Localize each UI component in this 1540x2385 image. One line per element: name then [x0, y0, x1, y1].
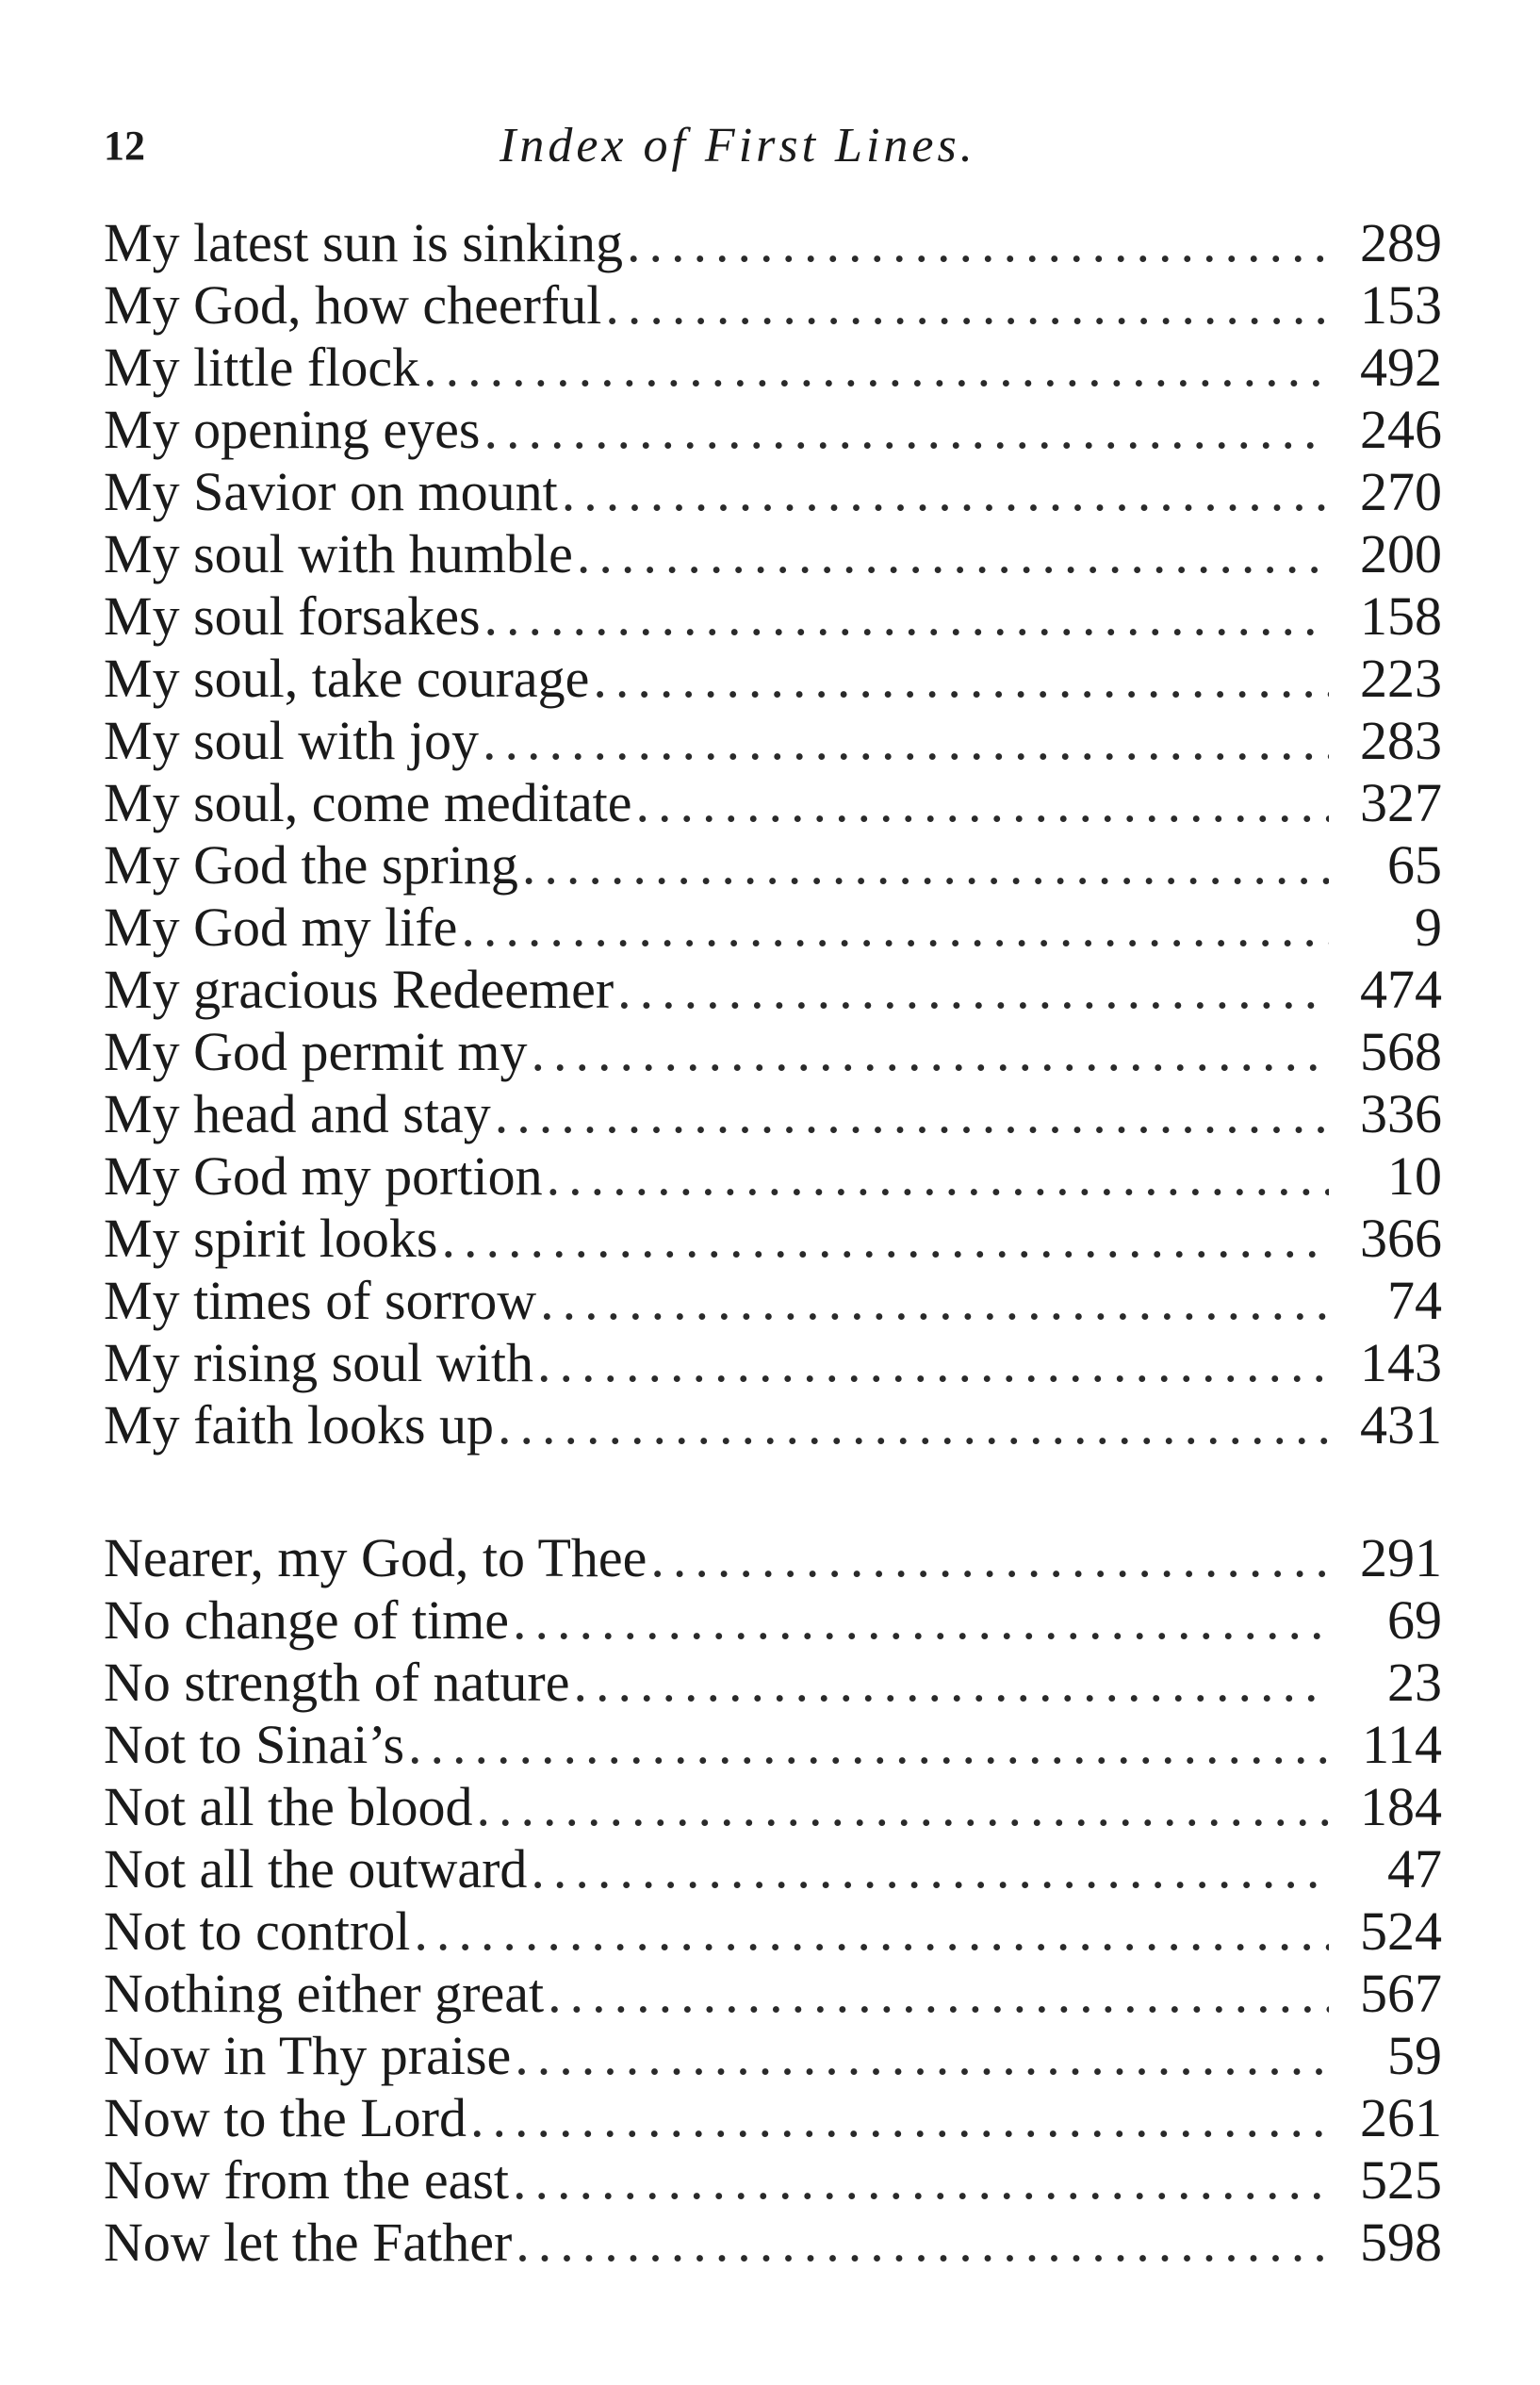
dot-leader — [562, 461, 1329, 523]
index-entry — [104, 2087, 1442, 2149]
index-entry — [104, 1776, 1442, 1838]
index-entry — [104, 399, 1442, 461]
index-entry — [104, 1900, 1442, 1963]
first-line-text: Not to control — [104, 1900, 411, 1962]
first-line-text: My little flock — [104, 337, 420, 398]
first-line-text: My God my portion — [104, 1145, 543, 1207]
index-entry — [104, 1270, 1442, 1332]
first-line-text: My gracious Redeemer — [104, 959, 614, 1020]
dot-leader — [531, 1021, 1329, 1083]
index-entry — [104, 896, 1442, 959]
first-line-text: Now in Thy praise — [104, 2025, 512, 2086]
index-entry — [104, 1332, 1442, 1394]
index-entry — [104, 834, 1442, 896]
first-line-text: My soul, come meditate — [104, 772, 632, 833]
index-entry — [104, 959, 1442, 1021]
dot-leader — [627, 212, 1329, 274]
dot-leader — [461, 896, 1329, 959]
dot-leader — [573, 1652, 1329, 1714]
index-entry — [104, 1714, 1442, 1776]
hymn-number: 567 — [1360, 1963, 1442, 2024]
index-entry — [104, 1145, 1442, 1208]
first-line-text: My God my life — [104, 896, 458, 958]
dot-leader — [414, 1900, 1329, 1963]
hymn-number: 283 — [1360, 710, 1442, 771]
index-entry — [104, 1652, 1442, 1714]
dot-leader — [593, 648, 1329, 710]
running-title: Index of First Lines. — [500, 119, 976, 173]
hymn-number: 524 — [1360, 1900, 1442, 1962]
dot-leader — [515, 2025, 1329, 2087]
index-entry — [104, 1394, 1442, 1456]
first-line-text: My faith looks up — [104, 1394, 495, 1456]
hymn-number: 9 — [1415, 896, 1442, 958]
hymn-number: 69 — [1387, 1589, 1442, 1651]
hymn-number: 65 — [1387, 834, 1442, 896]
dot-leader — [636, 772, 1329, 834]
dot-leader — [548, 1963, 1329, 2025]
index-entry — [104, 710, 1442, 772]
hymn-number: 270 — [1360, 461, 1442, 522]
first-line-text: Nothing either great — [104, 1963, 545, 2024]
hymn-number: 10 — [1387, 1145, 1442, 1207]
index-entry — [104, 1963, 1442, 2025]
dot-leader — [513, 2149, 1329, 2212]
dot-leader — [495, 1083, 1329, 1145]
hymn-number: 47 — [1387, 1838, 1442, 1900]
hymn-number: 184 — [1360, 1776, 1442, 1837]
first-line-text: My God permit my — [104, 1021, 528, 1082]
dot-leader — [540, 1270, 1329, 1332]
dot-leader — [423, 337, 1329, 399]
hymn-number: 143 — [1360, 1332, 1442, 1393]
hymn-number: 59 — [1387, 2025, 1442, 2086]
index-entry — [104, 274, 1442, 337]
first-line-text: Now from the east — [104, 2149, 510, 2211]
first-line-text: My spirit looks — [104, 1208, 438, 1269]
first-line-text: Not all the outward — [104, 1838, 528, 1900]
dot-leader — [617, 959, 1329, 1021]
hymn-number: 525 — [1360, 2149, 1442, 2211]
dot-leader — [650, 1527, 1329, 1589]
first-line-text: My Savior on mount — [104, 461, 558, 522]
first-line-text: My soul with joy — [104, 710, 479, 771]
page-header — [104, 113, 1436, 179]
hymn-number: 568 — [1360, 1021, 1442, 1082]
first-line-text: My God the spring — [104, 834, 518, 896]
first-line-text: My opening eyes — [104, 399, 481, 460]
hymn-number: 291 — [1360, 1527, 1442, 1588]
index-entry — [104, 2149, 1442, 2212]
dot-leader — [470, 2087, 1329, 2149]
hymn-number: 366 — [1360, 1208, 1442, 1269]
first-line-text: My latest sun is sinking — [104, 212, 624, 273]
index-entry — [104, 2212, 1442, 2274]
hymn-number: 474 — [1360, 959, 1442, 1020]
hymn-number: 200 — [1360, 523, 1442, 584]
index-entry — [104, 1083, 1442, 1145]
hymn-number: 431 — [1360, 1394, 1442, 1456]
first-line-text: My soul, take courage — [104, 648, 590, 709]
index-entry — [104, 1208, 1442, 1270]
first-line-text: Not all the blood — [104, 1776, 473, 1837]
dot-leader — [537, 1332, 1329, 1394]
index-section-n — [104, 1527, 1442, 2274]
index-entry — [104, 585, 1442, 648]
hymn-number: 336 — [1360, 1083, 1442, 1144]
hymn-number: 223 — [1360, 648, 1442, 709]
index-entry — [104, 461, 1442, 523]
hymn-number: 598 — [1360, 2212, 1442, 2273]
hymn-number: 261 — [1360, 2087, 1442, 2148]
hymn-number: 289 — [1360, 212, 1442, 273]
index-entry — [104, 772, 1442, 834]
dot-leader — [483, 710, 1329, 772]
dot-leader — [484, 399, 1330, 461]
hymn-number: 246 — [1360, 399, 1442, 460]
index-entry — [104, 212, 1442, 274]
dot-leader — [531, 1838, 1329, 1900]
dot-leader — [547, 1145, 1329, 1208]
index-entry — [104, 1838, 1442, 1900]
index-section-m — [104, 212, 1442, 1456]
dot-leader — [513, 1589, 1329, 1652]
first-line-text: Now to the Lord — [104, 2087, 467, 2148]
dot-leader — [577, 523, 1329, 585]
first-line-text: My head and stay — [104, 1083, 491, 1144]
index-entry — [104, 523, 1442, 585]
dot-leader — [442, 1208, 1330, 1270]
dot-leader — [516, 2212, 1329, 2274]
index-entry — [104, 2025, 1442, 2087]
dot-leader — [498, 1394, 1329, 1456]
first-line-text: Not to Sinai’s — [104, 1714, 405, 1775]
first-line-text: My soul forsakes — [104, 585, 481, 647]
first-line-text: Nearer, my God, to Thee — [104, 1527, 647, 1588]
dot-leader — [522, 834, 1329, 896]
page-number: 12 — [104, 123, 145, 169]
dot-leader — [476, 1776, 1329, 1838]
first-line-text: No strength of nature — [104, 1652, 570, 1713]
hymn-number: 74 — [1387, 1270, 1442, 1331]
hymn-number: 492 — [1360, 337, 1442, 398]
index-entry — [104, 337, 1442, 399]
dot-leader — [484, 585, 1329, 648]
first-line-text: My times of sorrow — [104, 1270, 537, 1331]
index-entry — [104, 1021, 1442, 1083]
hymn-number: 158 — [1360, 585, 1442, 647]
first-line-text: My God, how cheerful — [104, 274, 602, 336]
first-line-text: My rising soul with — [104, 1332, 533, 1393]
first-line-text: Now let the Father — [104, 2212, 513, 2273]
first-line-text: My soul with humble — [104, 523, 573, 584]
hymn-number: 114 — [1362, 1714, 1442, 1775]
hymn-number: 153 — [1360, 274, 1442, 336]
index-entry — [104, 1589, 1442, 1652]
hymn-number: 327 — [1360, 772, 1442, 833]
dot-leader — [408, 1714, 1329, 1776]
first-line-text: No change of time — [104, 1589, 510, 1651]
hymn-number: 23 — [1387, 1652, 1442, 1713]
index-entry — [104, 1527, 1442, 1589]
index-entry — [104, 648, 1442, 710]
dot-leader — [605, 274, 1329, 337]
